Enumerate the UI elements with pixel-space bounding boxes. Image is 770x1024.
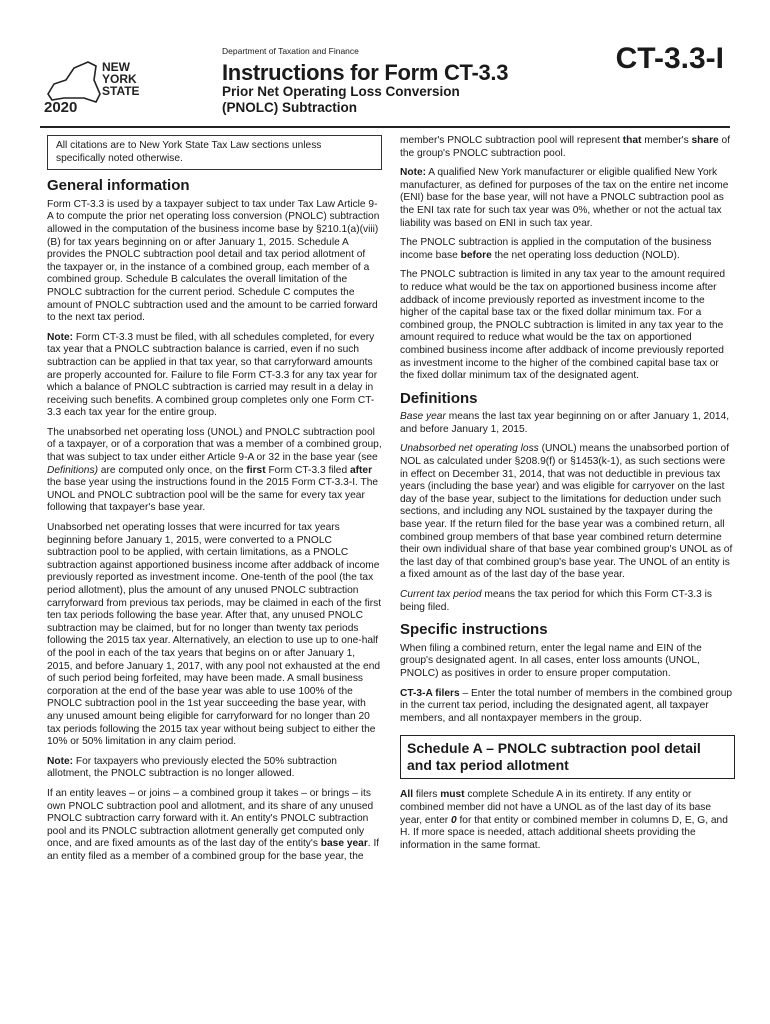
paragraph: The PNOLC subtraction is applied in the computation of the business income base before the net operating loss deduction (NOLD). xyxy=(400,237,712,261)
paragraph: Form CT-3.3 is used by a taxpayer subject to tax under Tax Law Article 9-A to compute the prior net operating loss conversion (PNOLC) subtraction allowed in the computation of the business income base by §210.1(a)(viii)(B) for tax years beginning on or after January 1, 2015. Schedule A provides the PNOLC subtraction pool detail and tax period allotment of the taxpayer or, in the instance of a combined group, each member of a combined group. Schedule B calculates the overall limitation of the PNOLC subtraction for the current period. Schedule C computes the amount of PNOLC subtraction used and the amount to be carried forward to the next tax period. xyxy=(47,198,380,324)
nys-logo xyxy=(44,54,174,114)
specific-instructions-heading: Specific instructions xyxy=(400,621,548,639)
tax-year: 2020 xyxy=(44,99,78,114)
general-info-heading: General information xyxy=(47,177,190,195)
left-column xyxy=(47,135,382,870)
header-divider xyxy=(40,126,730,128)
page-subtitle xyxy=(222,84,460,116)
subtitle-line-2: (PNOLC) Subtraction xyxy=(222,100,357,115)
paragraph: Note: A qualified New York manufacturer or eligible qualified New York manufacturer, as defined for purposes of the tax on the entire net income (ENI) base for the base year, will not have a PNOLC subtraction pool as the ENI tax rate for such tax year was 0%, whether or not the actual tax liability was based on ENI in such tax year. xyxy=(400,167,729,229)
paragraph: If an entity leaves – or joins – a combined group it takes – or brings – its own PNOLC subtraction pool and allotment, and its share of any unused PNOLC subtraction carry forward with it. An entity's PNOLC subtraction pool and its PNOLC subtraction allotment generally get computed only once, and are fixed amounts as of the last day of the entity's base year. If an entity filed as a member of a combined group for the base year, the xyxy=(47,787,380,862)
page-title: Instructions for Form CT-3.3 xyxy=(222,60,509,85)
logo-line-1: NEW xyxy=(102,60,130,74)
definition-current-tax-period: Current tax period means the tax period for which this Form CT-3.3 is being filed. xyxy=(400,589,712,613)
definitions-heading: Definitions xyxy=(400,389,478,407)
paragraph: Unabsorbed net operating losses that were incurred for tax years beginning before January 1, 2015, were converted to a PNOLC subtraction pool to be applied, with certain limitations, as a PNOLC subtraction against apportioned business income after addback of income previously reported as investment income. One-tenth of the pool (the tax period allotment), plus the amount of any unused PNOLC subtraction carryforward from previous tax periods, may be claimed in each of the first ten tax periods following the base year. After that, any unused PNOLC subtraction may be claimed, but for no longer than twenty tax periods following the 2015 tax year. Alternatively, an election to use up to one-half of the pool in each of the tax years that begins on or after January 1, 2015, and before January 1, 2017, with any pool not exhausted at the end of such period being forfeited, may have been made. A small business corporation at the end of the base year was able to use 100% of the PNOLC subtraction pool in the 1st year succeeding the base year, with any unused amount being eligible for carryforward for no longer than 20 tax periods following the 2015 tax year without being subject to either the 10% or 50% limitation in any claim period. xyxy=(47,522,382,748)
paragraph: member's PNOLC subtraction pool will represent that member's share of the group's PNOLC subtraction pool. xyxy=(400,135,731,159)
paragraph: When filing a combined return, enter the legal name and EIN of the group's designated agent. In all cases, enter loss amounts (UNOL, PNOLC) as positives in order to ensure proper computation. xyxy=(400,642,702,679)
paragraph: CT-3-A filers – Enter the total number of members in the combined group in the current tax period, including the designated agent, all taxpayer members, and all nontaxpayer members in the group. xyxy=(400,687,733,724)
logo-line-2: YORK xyxy=(102,72,137,86)
schedule-a-heading: Schedule A – PNOLC subtraction pool detail and tax period allotment xyxy=(400,735,735,779)
definition-unol: Unabsorbed net operating loss (UNOL) means the unabsorbed portion of NOL as calculated under §208.9(f) or §1453(k-1), as such sections were in effect on December 31, 2014, that was not deductible in previous tax years (including the base year) and was eligible for carryover on the last day of the base year, subject to the limitations for deduction under such sections, and including any NOL sustained by the taxpayer during the base year. If the return filed for the base year was a combined return, all combined group members of that base year combined return determine their own individual share of that base year combined group's UNOL as of the last day of that combined group's base year. The UNOL of an entity is a fixed amount as of the last day of the base year. xyxy=(400,443,733,581)
paragraph: Note: For taxpayers who previously elected the 50% subtraction allotment, the PNOLC subtraction is no longer allowed. xyxy=(47,755,337,780)
paragraph: All filers must complete Schedule A in its entirety. If any entity or combined member did not have a UNOL as of the last day of its base year, enter 0 for that entity or combined member in columns D, E, G, and H. If more space is needed, attach additional sheets providing the information in the same format. xyxy=(400,789,728,851)
form-number: CT-3.3-I xyxy=(615,42,724,75)
definition-base-year: Base year means the last tax year beginning on or after January 1, 2014, and before January 1, 2015. xyxy=(400,411,730,435)
right-column xyxy=(400,135,735,859)
paragraph: Note: Form CT-3.3 must be filed, with all schedules completed, for every tax year that a PNOLC subtraction balance is carried, even if no such subtraction can be applied in that tax year, so that carryforward amounts are properly accounted for. Failure to file Form CT-3.3 for any tax year for which a balance of PNOLC subtraction is carried may result in a delay in receiving such benefits. A combined group completes only one Form CT-3.3 each tax year for the entire group. xyxy=(47,331,378,419)
subtitle-line-1: Prior Net Operating Loss Conversion xyxy=(222,84,460,99)
new-york-state-map-icon xyxy=(44,54,174,114)
logo-line-3: STATE xyxy=(102,84,140,98)
department-name: Department of Taxation and Finance xyxy=(222,46,359,56)
paragraph: The PNOLC subtraction is limited in any tax year to the amount required to reduce what would be the tax on apportioned business income after addback of income previously reported as investment income to the higher of the capital base tax or the fixed dollar minimum tax. For a combined group, the PNOLC subtraction is limited in any tax year to the amount required to reduce what would be the tax on apportioned combined business income after addback of income previously reported as investment income to the higher of the combined capital base tax or the fixed dollar minimum tax of the designated agent. xyxy=(400,269,726,382)
paragraph: The unabsorbed net operating loss (UNOL) and PNOLC subtraction pool of a taxpayer, or of a corporation that was a member of a combined group, that was subject to tax under either Article 9-A or 32 in the base year (see Definitions) are computed only once, on the first Form CT-3.3 filed after the base year using the instructions found in the 2015 Form CT-3.3-I. The UNOL and PNOLC subtraction pool will be the same for every tax year following that taxpayer's base year. xyxy=(47,426,382,514)
citation-note: All citations are to New York State Tax Law sections unless specifically noted otherwise. xyxy=(47,135,382,170)
